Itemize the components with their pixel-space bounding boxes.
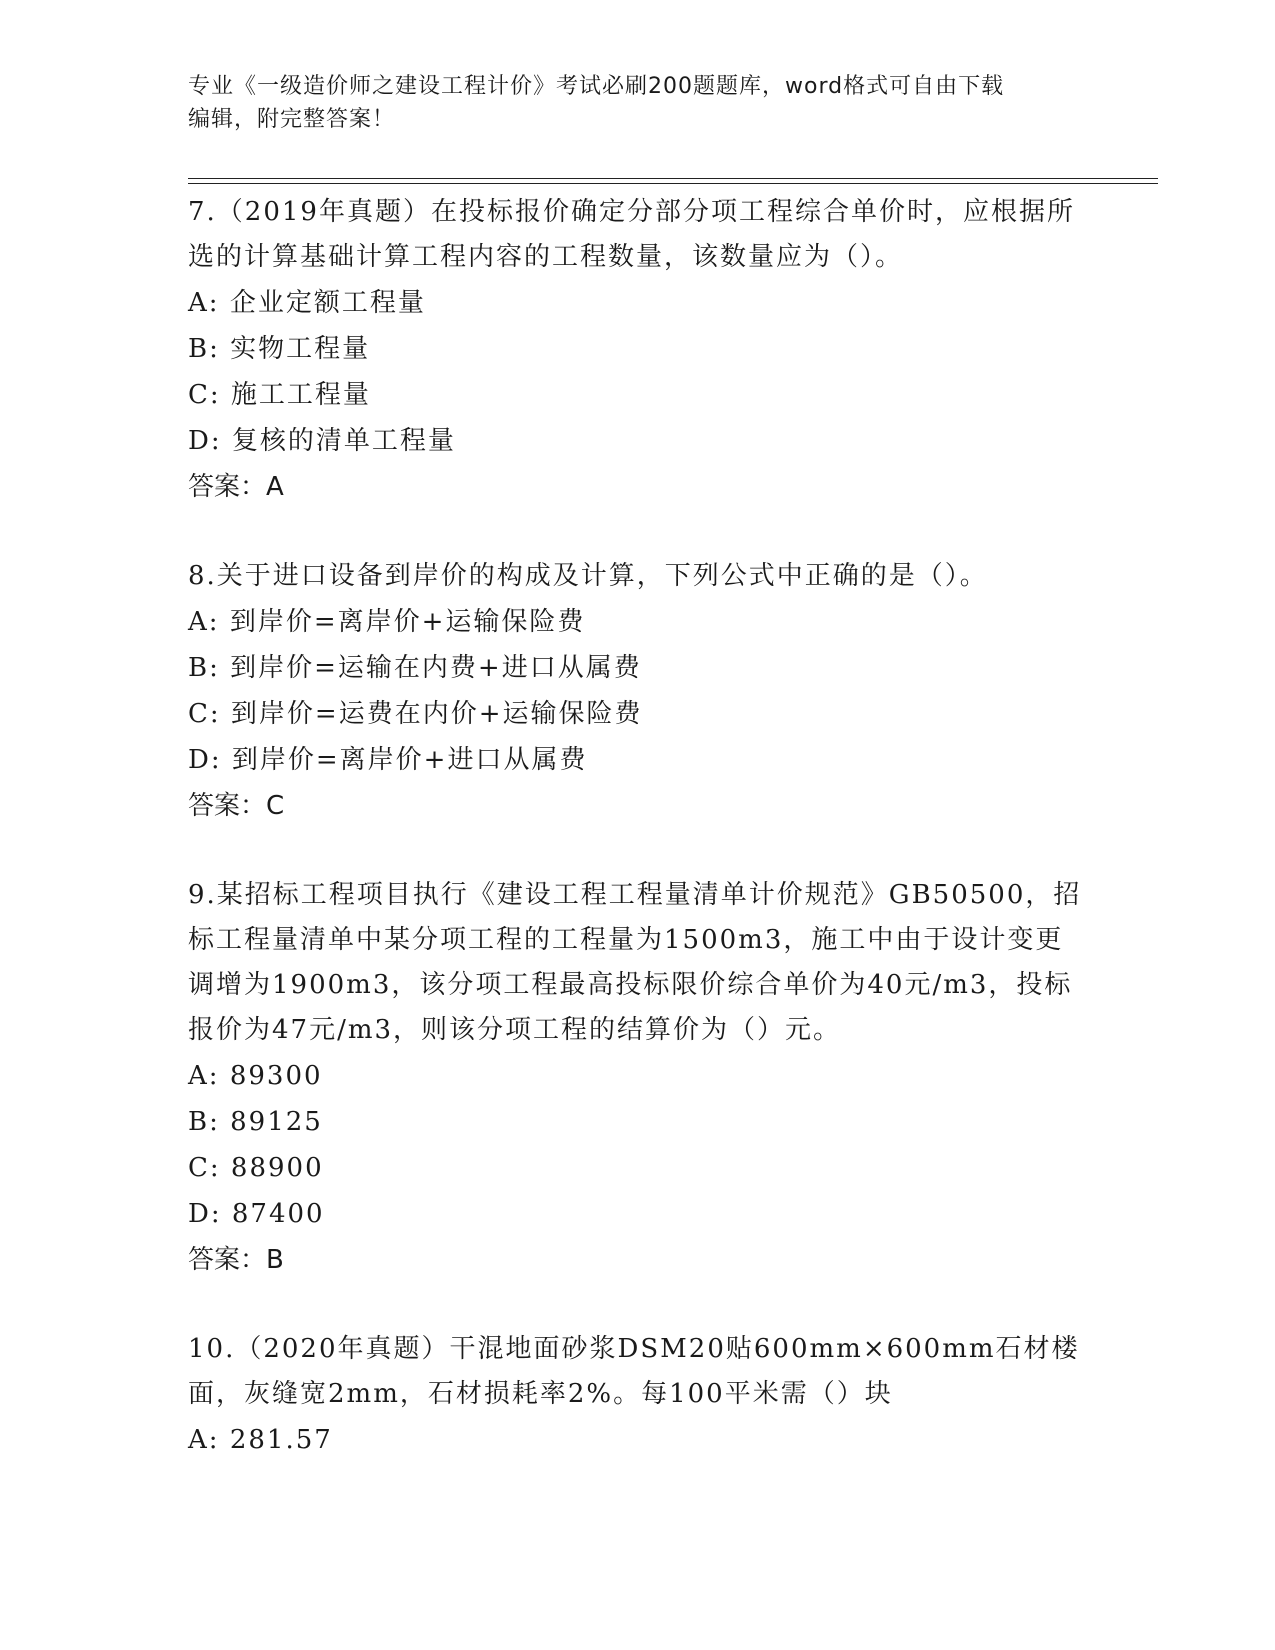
option-a — [188, 1053, 1088, 1099]
option-text: 到岸价=离岸价+进口从属费 — [231, 745, 588, 775]
answer-line: 答案：B — [188, 1245, 284, 1275]
option-key: B: — [188, 653, 220, 683]
question-list — [188, 190, 1088, 1507]
option-key: D: — [188, 1199, 222, 1229]
option-d — [188, 737, 1088, 783]
option-text: 实物工程量 — [230, 334, 371, 364]
option-text: 281.57 — [229, 1425, 333, 1455]
option-a — [188, 280, 1088, 326]
option-text: 施工工程量 — [230, 380, 371, 410]
option-a — [188, 599, 1088, 645]
option-text: 89125 — [230, 1107, 323, 1137]
option-key: B: — [188, 1107, 220, 1137]
answer-line: 答案：A — [188, 472, 284, 502]
option-c — [188, 372, 1088, 418]
question-text: 7.（2019年真题）在投标报价确定分部分项工程综合单价时，应根据所选的计算基础计算工程内容的工程数量，该数量应为（）。 — [188, 197, 1075, 272]
question-text: 9.某招标工程项目执行《建设工程工程量清单计价规范》GB50500，招标工程量清单中某分项工程的工程量为1500m3，施工中由于设计变更调增为1900m3，该分项工程最高投标限价综合单价为40元/m3，投标报价为47元/m3，则该分项工程的结算价为（）元。 — [188, 880, 1082, 1045]
header-line-2: 编辑，附完整答案！ — [188, 107, 396, 132]
question-text: 8.关于进口设备到岸价的构成及计算，下列公式中正确的是（）。 — [188, 561, 988, 591]
header-divider-bottom — [188, 183, 1158, 184]
option-d — [188, 1191, 1088, 1237]
answer-line: 答案：C — [188, 791, 285, 821]
option-a — [188, 1417, 1088, 1463]
question-10 — [188, 1327, 1088, 1463]
option-text: 89300 — [229, 1061, 323, 1091]
question-9 — [188, 873, 1088, 1283]
option-text: 到岸价=运输在内费+进口从属费 — [230, 653, 642, 683]
option-text: 复核的清单工程量 — [231, 426, 456, 456]
question-8 — [188, 554, 1088, 829]
option-b — [188, 1099, 1088, 1145]
option-c — [188, 1145, 1088, 1191]
option-b — [188, 645, 1088, 691]
option-key: A: — [188, 607, 220, 637]
option-d — [188, 418, 1088, 464]
option-c — [188, 691, 1088, 737]
header-divider-top — [188, 178, 1158, 179]
option-key: C: — [188, 1153, 221, 1183]
option-text: 到岸价=运费在内价+运输保险费 — [230, 699, 643, 729]
option-b — [188, 326, 1088, 372]
question-text: 10.（2020年真题）干混地面砂浆DSM20贴600mm×600mm石材楼面，灰缝宽2mm，石材损耗率2%。每100平米需（）块 — [188, 1334, 1080, 1409]
option-text: 到岸价=离岸价+运输保险费 — [229, 607, 586, 637]
option-key: C: — [188, 380, 221, 410]
option-key: B: — [188, 334, 220, 364]
option-text: 87400 — [231, 1199, 325, 1229]
option-text: 88900 — [230, 1153, 324, 1183]
option-key: A: — [188, 1425, 220, 1455]
option-key: D: — [188, 426, 222, 456]
header-line-1: 专业《一级造价师之建设工程计价》考试必刷200题题库，word格式可自由下载 — [188, 74, 1005, 99]
question-7 — [188, 190, 1088, 510]
option-key: D: — [188, 745, 222, 775]
document-header — [188, 70, 1088, 136]
option-key: C: — [188, 699, 221, 729]
option-text: 企业定额工程量 — [229, 288, 426, 318]
option-key: A: — [188, 1061, 220, 1091]
option-key: A: — [188, 288, 220, 318]
